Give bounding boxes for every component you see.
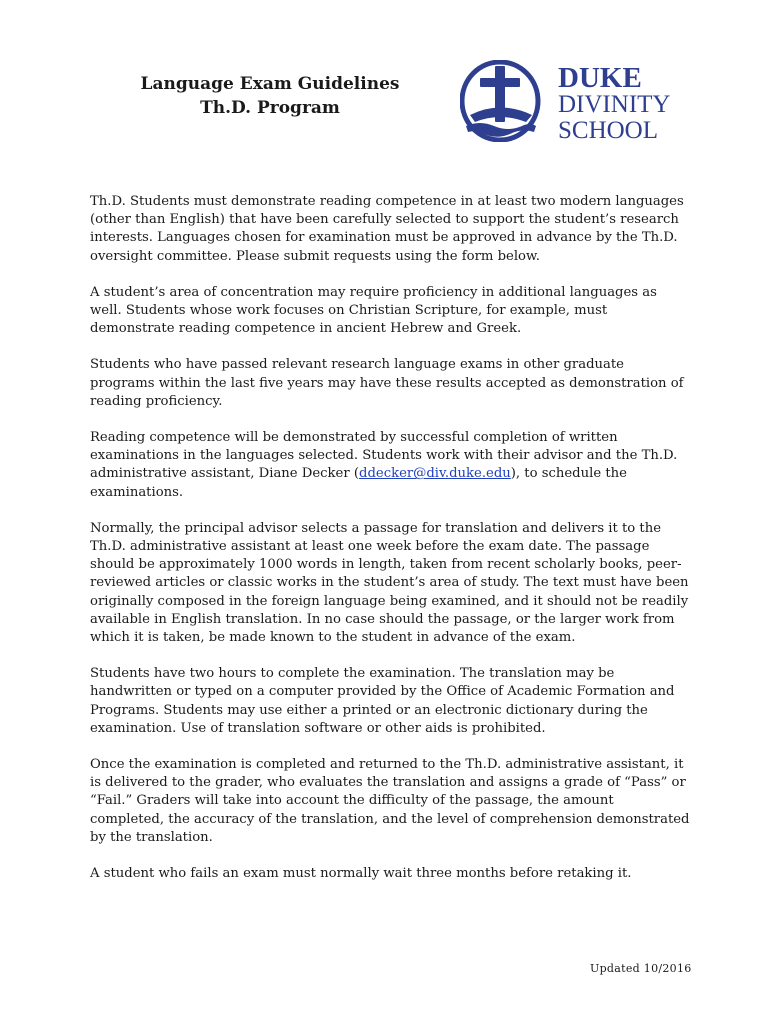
paragraph-8: A student who fails an exam must normally wait three months before retaking it. bbox=[90, 866, 632, 882]
paragraph-2: A student’s area of concentration may require proficiency in additional languages as well. Students whose work focuses on Christian Scripture, for example, must demonstrate reading competence in ancient Hebrew and Greek. bbox=[90, 284, 657, 337]
logo-line-2: DIVINITY bbox=[558, 91, 671, 118]
logo-line-3: SCHOOL bbox=[558, 117, 659, 142]
title-line-1: Language Exam Guidelines bbox=[140, 74, 400, 94]
paragraph-4-text-end: ), to schedule the examinations. bbox=[90, 466, 627, 500]
paragraph-3: Students who have passed relevant research language exams in other graduate programs within the last five years may have these results accepted as demonstration of reading proficiency. bbox=[90, 357, 684, 409]
paragraph-5: Normally, the principal advisor selects a passage for translation and delivers it to the Th.D. administrative assistant at least one week before the exam date. The passage should be approximately 1000 words in length, taken from recent scholarly books, peer-reviewed articles or classic works in the student’s area of study. The text must have been originally composed in the foreign language being examined, and it should not be readily available in English translation. In no case should the passage, or the larger work from which it is taken, be made known to the student in advance of the exam. bbox=[90, 520, 689, 646]
document-body bbox=[90, 193, 690, 901]
paragraph-4-text-start: Reading competence will be demonstrated by successful completion of written examinations in the languages selected. Students work with their advisor and the Th.D. administrative assistant, Diane Decker ( bbox=[90, 430, 678, 482]
logo-line-1: DUKE bbox=[558, 62, 642, 94]
email-link[interactable]: ddecker@div.duke.edu bbox=[359, 466, 511, 482]
paragraph-6: Students have two hours to complete the examination. The translation may be handwritten or typed on a computer provided by the Office of Academic Formation and Programs. Students may use either a printed or an electronic dictionary during the examination. Use of translation software or other aids is prohibited. bbox=[90, 666, 675, 736]
updated-date: Updated 10/2016 bbox=[590, 962, 692, 975]
paragraph-1: Th.D. Students must demonstrate reading competence in at least two modern languages (other than English) that have been carefully selected to support the student’s research interests. Languages chosen for examination must be approved in advance by the Th.D. oversight committee. Please submit requests using the form below. bbox=[90, 194, 684, 264]
paragraph-7: Once the examination is completed and returned to the Th.D. administrative assistant, it is delivered to the grader, who evaluates the translation and assigns a grade of “Pass” or “Fail.” Graders will take into account the difficulty of the passage, the amount completed, the accuracy of the translation, and the level of comprehension demonstrated by the translation. bbox=[90, 757, 690, 845]
cross-ship-emblem bbox=[462, 62, 538, 140]
paragraph-4 bbox=[90, 429, 690, 502]
document-title bbox=[100, 72, 440, 120]
duke-divinity-logo bbox=[460, 60, 680, 142]
title-line-2: Th.D. Program bbox=[200, 98, 340, 118]
